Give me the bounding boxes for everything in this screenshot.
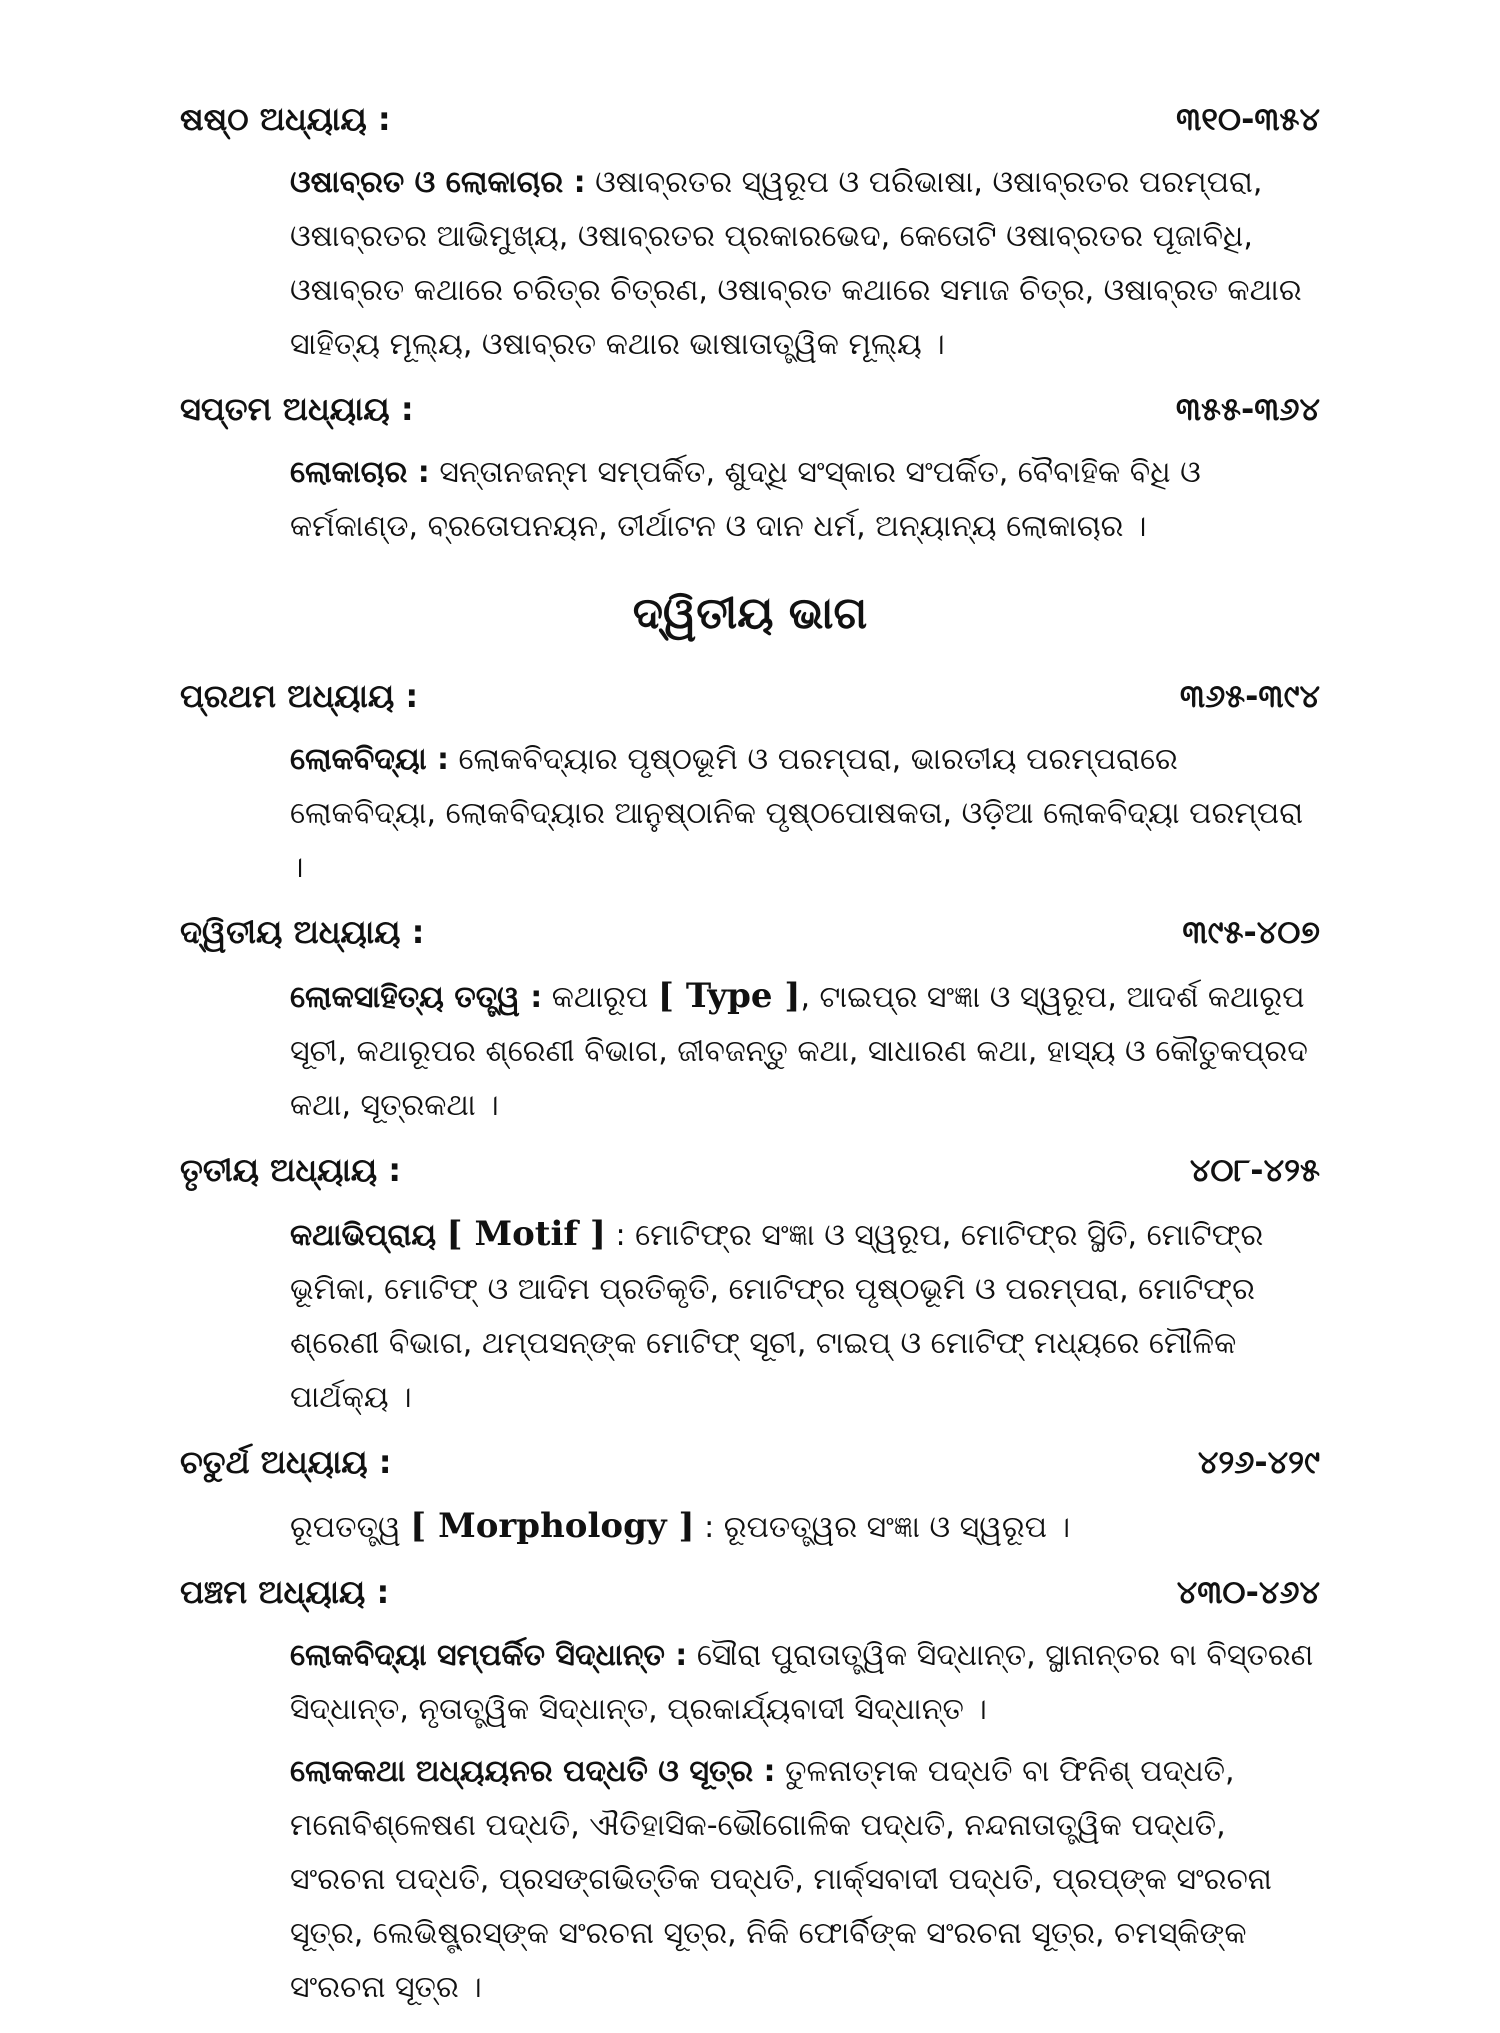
chapter-description <box>290 1499 1320 1555</box>
chapter-heading <box>180 390 1320 446</box>
chapter-7 <box>180 390 1320 554</box>
chapter-description <box>290 1629 1320 2015</box>
chapter-title: ପ୍ରଥମ ଅଧ୍ୟାୟ : <box>180 677 419 715</box>
chapter-heading <box>180 100 1320 156</box>
part-two-title: ଦ୍ୱିତୀୟ ଭାଗ <box>632 588 868 639</box>
chapter-page-range: ୩୫୫-୩୬୪ <box>1175 390 1320 428</box>
chapter-paragraph <box>290 733 1320 895</box>
chapter-paragraph <box>290 1207 1320 1425</box>
topic-lead: ରୂପତତ୍ତ୍ୱ <box>290 1510 411 1545</box>
part-two-chapter-3 <box>180 1151 1320 1425</box>
chapter-description <box>290 1207 1320 1425</box>
chapter-paragraph <box>290 156 1320 372</box>
topic-lead: ଲୋକକଥା ଅଧ୍ୟୟନର ପଦ୍ଧତି ଓ ସୂତ୍ର : <box>290 1754 776 1789</box>
chapter-title: ଚତୁର୍ଥ ଅଧ୍ୟାୟ : <box>180 1443 392 1481</box>
topic-lead: ଓଷାବ୍ରତ ଓ ଲୋକାଚାର : <box>290 165 586 200</box>
chapter-page-range: ୪୩୦-୪୬୪ <box>1176 1573 1320 1611</box>
topic-lead: ଲୋକାଚାର : <box>290 455 430 490</box>
chapter-title: ଷଷ୍ଠ ଅଧ୍ୟାୟ : <box>180 100 391 138</box>
topic-text: ସନ୍ତାନଜନ୍ମ ସମ୍ପର୍କିତ, ଶୁଦ୍ଧି ସଂସ୍କାର ସଂପର୍କିତ, ବୈବାହିକ ବିଧି ଓ କର୍ମକାଣ୍ଡ, ବ୍ରତୋପନୟନ, ତୀର୍ଥାଟନ ଓ ଦାନ ଧର୍ମ, ଅନ୍ୟାନ୍ୟ ଲୋକାଚାର । <box>290 455 1201 544</box>
contents-page <box>180 100 1320 2033</box>
chapter-heading <box>180 1573 1320 1629</box>
topic-text: : ରୂପତତ୍ତ୍ୱର ସଂଜ୍ଞା ଓ ସ୍ୱରୂପ । <box>694 1510 1071 1545</box>
part-two-chapter-2 <box>180 913 1320 1133</box>
chapter-title: ସପ୍ତମ ଅଧ୍ୟାୟ : <box>180 390 414 428</box>
topic-text: , ଟାଇପ୍‌ର ସଂଜ୍ଞା ଓ ସ୍ୱରୂପ, ଆଦର୍ଶ କଥାରୂପ ସୂଚୀ, କଥାରୂପର ଶ୍ରେଣୀ ବିଭାଗ, ଜୀବଜନ୍ତୁ କଥା, ସାଧାରଣ କଥା, ହାସ୍ୟ ଓ କୌତୁକପ୍ରଦ କଥା, ସୂତ୍ରକଥା । <box>290 980 1308 1123</box>
topic-text-before: କଥାରୂପ <box>542 980 658 1015</box>
chapter-description <box>290 446 1320 554</box>
topic-text: : ମୋଟିଫ୍‌ର ସଂଜ୍ଞା ଓ ସ୍ୱରୂପ, ମୋଟିଫ୍‌ର ସ୍ଥିତି, ମୋଟିଫ୍‌ର ଭୂମିକା, ମୋଟିଫ୍ ଓ ଆଦିମ ପ୍ରତିକୃତି, ମୋଟିଫ୍‌ର ପୃଷ୍ଠଭୂମି ଓ ପରମ୍ପରା, ମୋଟିଫ୍‌ର ଶ୍ରେଣୀ ବିଭାଗ, ଥମ୍ପସନ୍‌ଙ୍କ ମୋଟିଫ୍ ସୂଚୀ, ଟାଇପ୍ ଓ ମୋଟିଫ୍ ମଧ୍ୟରେ ମୌଳିକ ପାର୍ଥକ୍ୟ । <box>290 1218 1264 1415</box>
chapter-page-range: ୩୬୫-୩୯୪ <box>1179 677 1320 715</box>
chapter-paragraph <box>290 969 1320 1133</box>
chapter-paragraph <box>290 446 1320 554</box>
chapter-heading <box>180 677 1320 733</box>
topic-lead: ଲୋକବିଦ୍ୟା ସମ୍ପର୍କିତ ସିଦ୍ଧାନ୍ତ : <box>290 1638 688 1673</box>
part-two-chapter-5 <box>180 1573 1320 2015</box>
chapter-description <box>290 733 1320 895</box>
chapter-paragraph <box>290 1745 1320 2015</box>
chapter-page-range: ୪୨୬-୪୨୯ <box>1197 1443 1320 1481</box>
chapter-paragraph <box>290 1499 1320 1555</box>
topic-text: ତୁଳନାତ୍ମକ ପଦ୍ଧତି ବା ଫିନିଶ୍ ପଦ୍ଧତି, ମନୋବିଶ୍ଳେଷଣ ପଦ୍ଧତି, ଐତିହାସିକ-ଭୌଗୋଳିକ ପଦ୍ଧତି, ନନ୍ଦନାତାତ୍ତ୍ୱିକ ପଦ୍ଧତି, ସଂରଚନା ପଦ୍ଧତି, ପ୍ରସଙ୍ଗଭିତ୍ତିକ ପଦ୍ଧତି, ମାର୍କ୍ସବାଦୀ ପଦ୍ଧତି, ପ୍ରପ୍‌ଙ୍କ ସଂରଚନା ସୂତ୍ର, ଲେଭିଷ୍ଟ୍ରସ୍‌ଙ୍କ ସଂରଚନା ସୂତ୍ର, ନିକି ଫୋର୍ବିଙ୍କ ସଂରଚନା ସୂତ୍ର, ଚମସ୍କିଙ୍କ ସଂରଚନା ସୂତ୍ର । <box>290 1754 1272 2005</box>
chapter-page-range: ୩୧୦-୩୫୪ <box>1176 100 1320 138</box>
chapter-page-range: ୩୯୫-୪୦୭ <box>1182 913 1320 951</box>
english-term: [ Motif ] <box>446 1214 606 1254</box>
chapter-page-range: ୪୦୮-୪୨୫ <box>1189 1151 1320 1189</box>
chapter-description <box>290 156 1320 372</box>
topic-lead: ଲୋକବିଦ୍ୟା : <box>290 742 449 777</box>
chapter-6 <box>180 100 1320 372</box>
chapter-heading <box>180 1443 1320 1499</box>
chapter-title: ଦ୍ୱିତୀୟ ଅଧ୍ୟାୟ : <box>180 913 425 951</box>
english-term: [ Morphology ] <box>410 1506 695 1546</box>
chapter-paragraph <box>290 1629 1320 1737</box>
chapter-heading <box>180 1151 1320 1207</box>
chapter-heading <box>180 913 1320 969</box>
chapter-title: ତୃତୀୟ ଅଧ୍ୟାୟ : <box>180 1151 402 1189</box>
topic-text: ସୌରା ପୁରାତାତ୍ତ୍ୱିକ ସିଦ୍ଧାନ୍ତ, ସ୍ଥାନାନ୍ତର ବା ବିସ୍ତରଣ ସିଦ୍ଧାନ୍ତ, ନୃତାତ୍ତ୍ୱିକ ସିଦ୍ଧାନ୍ତ, ପ୍ରକାର୍ଯ୍ୟବାଦୀ ସିଦ୍ଧାନ୍ତ । <box>290 1638 1314 1727</box>
topic-text: ଲୋକବିଦ୍ୟାର ପୃଷ୍ଠଭୂମି ଓ ପରମ୍ପରା, ଭାରତୀୟ ପରମ୍ପରାରେ ଲୋକବିଦ୍ୟା, ଲୋକବିଦ୍ୟାର ଆନୁଷ୍ଠାନିକ ପୃଷ୍ଠପୋଷକତା, ଓଡ଼ିଆ ଲୋକବିଦ୍ୟା ପରମ୍ପରା । <box>290 742 1304 885</box>
english-term: [ Type ] <box>657 976 801 1016</box>
topic-lead: କଥାଭିପ୍ରାୟ <box>290 1218 447 1253</box>
topic-text: ଓଷାବ୍ରତର ସ୍ୱରୂପ ଓ ପରିଭାଷା, ଓଷାବ୍ରତର ପରମ୍ପରା, ଓଷାବ୍ରତର ଆଭିମୁଖ୍ୟ, ଓଷାବ୍ରତର ପ୍ରକାରଭେଦ, କେତୋଟି ଓଷାବ୍ରତର ପୂଜାବିଧି, ଓଷାବ୍ରତ କଥାରେ ଚରିତ୍ର ଚିତ୍ରଣ, ଓଷାବ୍ରତ କଥାରେ ସମାଜ ଚିତ୍ର, ଓଷାବ୍ରତ କଥାର ସାହିତ୍ୟ ମୂଲ୍ୟ, ଓଷାବ୍ରତ କଥାର ଭାଷାତାତ୍ତ୍ୱିକ ମୂଲ୍ୟ । <box>290 165 1302 362</box>
part-two-chapter-4 <box>180 1443 1320 1555</box>
topic-lead: ଲୋକସାହିତ୍ୟ ତତ୍ତ୍ୱ : <box>290 980 543 1015</box>
chapter-description <box>290 969 1320 1133</box>
chapter-title: ପଞ୍ଚମ ଅଧ୍ୟାୟ : <box>180 1573 390 1611</box>
part-two-chapter-1 <box>180 677 1320 895</box>
